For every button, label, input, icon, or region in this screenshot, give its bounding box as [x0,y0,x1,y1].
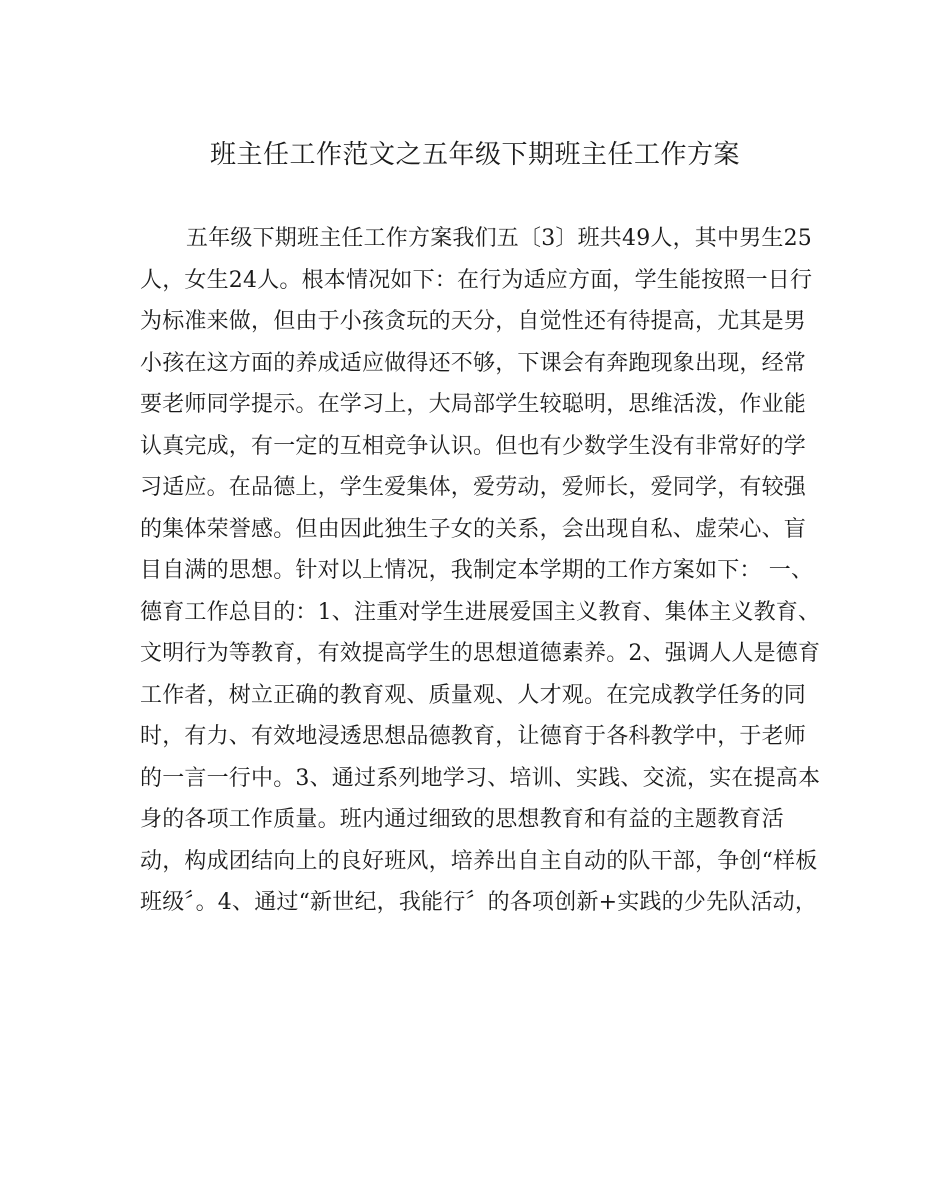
paragraph-line: 的集体荣誉感。但由因此独生子女的关系，会出现自私、虚荣心、盲 [140,516,807,542]
paragraph-line: 习适应。在品德上，学生爱集体，爱劳动，爱师长，爱同学，有较强 [140,475,807,500]
paragraph-line: 文明行为等教育，有效提高学生的思想道德素养。2、强调人人是德育 [140,641,821,666]
paragraph-line: 五年级下期班主任工作方案我们五〔3〕班共49人，其中男生25 [186,226,812,251]
document-title: 班主任工作范文之五年级下期班主任工作方案 [209,140,740,170]
paragraph-line: 工作者，树立正确的教育观、质量观、人才观。在完成教学任务的同 [140,682,807,708]
paragraph-line: 目自满的思想。针对以上情况，我制定本学期的工作方案如下： 一、 [140,558,814,583]
paragraph-line: 小孩在这方面的养成适应做得还不够，下课会有奔跑现象出现，经常 [140,350,807,376]
document-body [140,224,821,930]
paragraph-line: 为标准来做，但由于小孩贪玩的天分，自觉性还有待提高，尤其是男 [140,309,807,334]
paragraph-line: 动，构成团结向上的良好班风，培养出自主自动的队干部，争创“样板 [140,848,818,874]
paragraph-line: 班级〞。4、通过“新世纪，我能行〞的各项创新+实践的少先队活动， [140,890,818,915]
paragraph-line: 时，有力、有效地浸透思想品德教育，让德育于各科教学中，于老师 [140,724,807,749]
paragraph-line: 身的各项工作质量。班内通过细致的思想教育和有益的主题教育活 [140,807,784,832]
paragraph-line: 人，女生24人。根本情况如下：在行为适应方面，学生能按照一日行 [140,267,813,293]
paragraph-line: 德育工作总目的：1、注重对学生进展爱国主义教育、集体主义教育、 [140,599,821,625]
paragraph-line: 的一言一行中。3、通过系列地学习、培训、实践、交流，实在提高本 [140,765,821,791]
paragraph-line: 要老师同学提示。在学习上，大局部学生较聪明，思维活泼，作业能 [140,392,807,417]
paragraph-line: 认真完成，有一定的互相竞争认识。但也有少数学生没有非常好的学 [140,433,807,459]
